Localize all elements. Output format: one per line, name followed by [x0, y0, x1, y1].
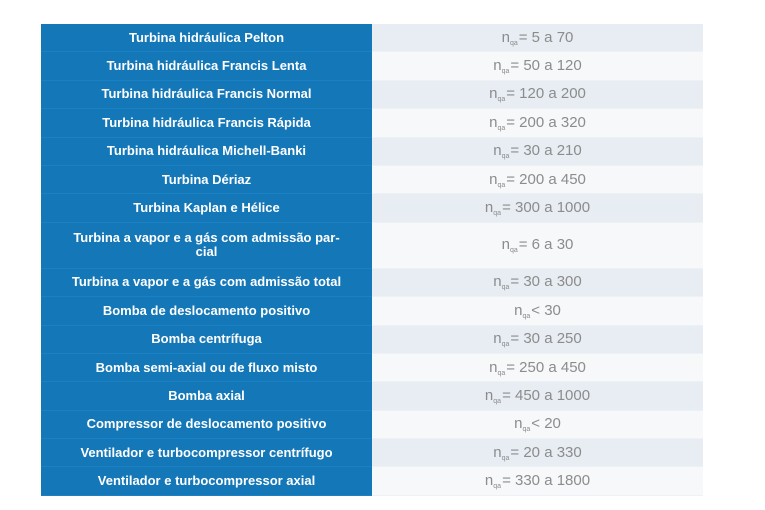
table-row [41, 297, 703, 325]
machine-name-line2: cial [195, 244, 218, 260]
specific-speed-table [41, 24, 703, 496]
speed-range-cell [372, 467, 703, 495]
speed-symbol: n [484, 199, 494, 217]
speed-range-value: 450 a 1000 [515, 386, 591, 404]
machine-name-cell: Bomba axial [41, 382, 372, 410]
speed-range-cell [372, 410, 703, 438]
table-row [41, 353, 703, 381]
speed-range-cell [372, 80, 703, 108]
table-row [41, 165, 703, 193]
speed-range-value: 30 [544, 301, 561, 319]
machine-name-cell: Ventilador e turbocompressor centrífugo [41, 439, 372, 467]
table-body [41, 24, 703, 495]
speed-operator: = [510, 273, 520, 291]
speed-operator: = [518, 236, 528, 254]
machine-name-cell: Turbina hidráulica Michell-Banki [41, 137, 372, 165]
machine-name-cell: Bomba centrífuga [41, 325, 372, 353]
speed-range-cell [372, 137, 703, 165]
speed-subscript: qa [493, 483, 502, 491]
speed-range-value: 330 a 1800 [515, 472, 591, 490]
speed-symbol: n [493, 443, 502, 461]
speed-operator: = [506, 113, 515, 131]
speed-operator: = [506, 85, 515, 103]
speed-subscript: qa [522, 312, 531, 320]
speed-range-value: 300 a 1000 [515, 199, 591, 217]
speed-symbol: n [501, 236, 510, 254]
speed-subscript: qa [501, 454, 510, 462]
speed-symbol: n [489, 358, 498, 376]
speed-range-value: 30 a 300 [523, 273, 582, 291]
speed-operator: = [502, 472, 511, 490]
speed-symbol: n [493, 330, 502, 348]
speed-subscript: qa [522, 426, 531, 434]
speed-symbol: n [514, 415, 523, 433]
speed-subscript: qa [501, 68, 510, 76]
speed-range-value: 30 a 250 [523, 330, 582, 348]
speed-range-cell [372, 382, 703, 410]
table-row [41, 268, 703, 296]
speed-range-value: 50 a 120 [523, 57, 582, 75]
machine-name-line1: Turbina a vapor e a gás com admissão par- [73, 230, 340, 246]
machine-name-cell: Turbina Kaplan e Hélice [41, 194, 372, 222]
machine-name-cell: Compressor de deslocamento positivo [41, 410, 372, 438]
speed-range-value: 250 a 450 [519, 358, 586, 376]
machine-name-cell: Turbina hidráulica Pelton [41, 24, 372, 52]
speed-range-value: 20 [544, 415, 561, 433]
speed-operator: = [510, 443, 520, 461]
speed-symbol: n [489, 170, 498, 188]
speed-subscript: qa [501, 341, 510, 349]
speed-range-cell [372, 52, 703, 80]
table-row [41, 467, 703, 495]
speed-operator: = [510, 330, 520, 348]
machine-name-cell [41, 222, 372, 268]
speed-symbol: n [514, 301, 523, 319]
speed-range-cell [372, 165, 703, 193]
speed-range-value: 120 a 200 [519, 85, 586, 103]
table-row [41, 109, 703, 137]
speed-range-cell [372, 268, 703, 296]
machine-name-cell: Ventilador e turbocompressor axial [41, 467, 372, 495]
speed-range-cell [372, 194, 703, 222]
speed-subscript: qa [497, 181, 506, 189]
speed-range-cell [372, 353, 703, 381]
speed-operator: = [502, 386, 511, 404]
machine-name-cell: Bomba semi-axial ou de fluxo misto [41, 353, 372, 381]
speed-operator: = [502, 199, 511, 217]
table-row [41, 194, 703, 222]
speed-subscript: qa [501, 284, 510, 292]
speed-range-value: 30 a 210 [523, 142, 582, 160]
speed-subscript: qa [493, 210, 502, 218]
machine-name-cell: Bomba de deslocamento positivo [41, 297, 372, 325]
speed-subscript: qa [497, 124, 506, 132]
machine-name-cell: Turbina a vapor e a gás com admissão total [41, 268, 372, 296]
speed-symbol: n [489, 113, 498, 131]
machine-name-cell: Turbina hidráulica Francis Normal [41, 80, 372, 108]
speed-range-cell [372, 109, 703, 137]
speed-symbol: n [493, 273, 502, 291]
speed-subscript: qa [509, 247, 518, 255]
machine-name-cell: Turbina hidráulica Francis Rápida [41, 109, 372, 137]
table-row [41, 439, 703, 467]
speed-subscript: qa [509, 39, 518, 47]
speed-subscript: qa [493, 397, 502, 405]
speed-symbol: n [501, 28, 510, 46]
speed-operator: = [510, 57, 520, 75]
speed-operator: < [531, 415, 541, 433]
table-row [41, 137, 703, 165]
table-row [41, 382, 703, 410]
machine-name-cell: Turbina Dériaz [41, 165, 372, 193]
speed-symbol: n [484, 472, 494, 490]
speed-symbol: n [489, 85, 498, 103]
speed-range-value: 5 a 70 [531, 28, 574, 46]
speed-range-cell [372, 439, 703, 467]
speed-range-cell [372, 325, 703, 353]
speed-operator: < [531, 301, 541, 319]
speed-range-cell [372, 24, 703, 52]
table-row [41, 222, 703, 268]
speed-range-value: 6 a 30 [531, 236, 574, 254]
speed-operator: = [510, 142, 520, 160]
speed-range-cell [372, 222, 703, 268]
speed-range-value: 200 a 450 [519, 170, 586, 188]
table-row [41, 410, 703, 438]
speed-symbol: n [493, 57, 502, 75]
table-row [41, 325, 703, 353]
speed-subscript: qa [497, 96, 506, 104]
speed-subscript: qa [501, 153, 510, 161]
speed-range-value: 20 a 330 [523, 443, 582, 461]
machine-name-cell: Turbina hidráulica Francis Lenta [41, 52, 372, 80]
table-row [41, 52, 703, 80]
speed-operator: = [518, 28, 528, 46]
table-row [41, 80, 703, 108]
speed-operator: = [506, 358, 515, 376]
speed-subscript: qa [497, 369, 506, 377]
speed-range-cell [372, 297, 703, 325]
table-row [41, 24, 703, 52]
speed-symbol: n [484, 386, 494, 404]
speed-range-value: 200 a 320 [519, 113, 586, 131]
speed-operator: = [506, 170, 515, 188]
speed-symbol: n [493, 142, 502, 160]
